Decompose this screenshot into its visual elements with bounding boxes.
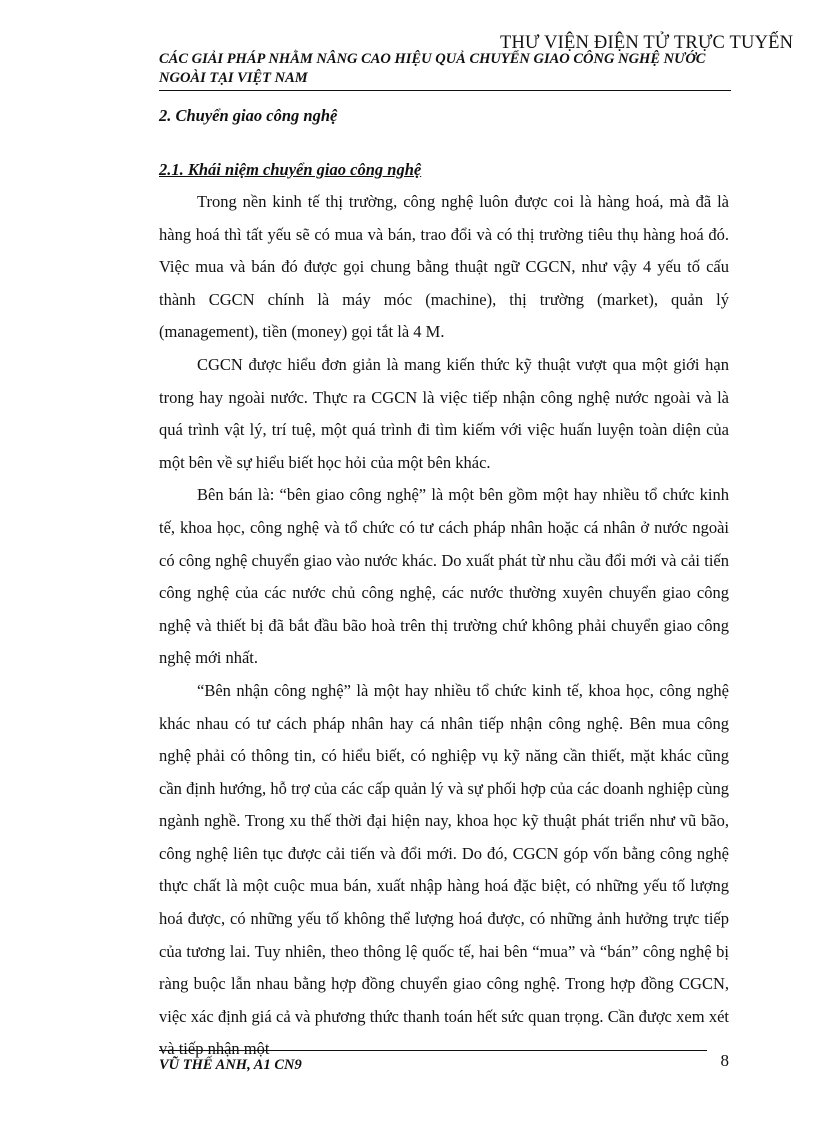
subsection-heading: 2.1. Khái niệm chuyển giao công nghệ xyxy=(159,160,422,179)
footer-author: VŨ THẾ ANH, A1 CN9 xyxy=(159,1057,302,1073)
paragraph: Trong nền kinh tế thị trường, công nghệ luôn được coi là hàng hoá, mà đã là hàng hoá thì tất yếu sẽ có mua và bán, trao đổi và có thị trường tiêu thụ hàng hoá đó. Việc mua và bán đó được gọi chung bằng thuật ngữ CGCN, như vậy 4 yếu tố cấu thành CGCN chính là máy móc (machine), thị trường (market), quản lý (management), tiền (money) gọi tắt là 4 M. xyxy=(159,192,729,342)
paragraph: Bên bán là: “bên giao công nghệ” là một bên gồm một hay nhiều tổ chức kinh tế, khoa học, công nghệ và tổ chức có tư cách pháp nhân hoặc cá nhân ở nước ngoài có công nghệ chuyển giao vào nước khác. Do xuất phát từ nhu cầu đổi mới và cải tiến công nghệ của các nước chủ công nghệ, các nước thường xuyên chuyển giao công nghệ và thiết bị đã bắt đầu bão hoà trên thị trường chứ không phải chuyển giao công nghệ mới nhất. xyxy=(159,485,729,668)
paragraph: “Bên nhận công nghệ” là một hay nhiều tổ chức kinh tế, khoa học, công nghệ khác nhau có tư cách pháp nhân hay cá nhân tiếp nhận công nghệ. Bên mua công nghệ phải có thông tin, có hiểu biết, có nghiệp vụ kỹ năng cần thiết, mặt khác cũng cần định hướng, hỗ trợ của các cấp quản lý và sự phối hợp của các doanh nghiệp cùng ngành nghề. Trong xu thế thời đại hiện nay, khoa học kỹ thuật phát triển như vũ bão, công nghệ liên tục được cải tiến và đổi mới. Do đó, CGCN góp vốn bằng công nghệ thực chất là một cuộc mua bán, xuất nhập hàng hoá đặc biệt, có những yếu tố lượng hoá được, có những yếu tố không thể lượng hoá được, có những ảnh hưởng trực tiếp của tương lai. Tuy nhiên, theo thông lệ quốc tế, hai bên “mua” và “bán” công nghệ bị ràng buộc lẫn nhau bằng hợp đồng chuyển giao công nghệ. Trong hợp đồng CGCN, việc xác định giá cả và phương thức thanh toán hết sức quan trọng. Cần được xem xét và tiếp nhận một xyxy=(159,680,729,1059)
section-heading: 2. Chuyển giao công nghệ xyxy=(159,106,338,125)
page-footer xyxy=(159,1050,729,1074)
page-header xyxy=(159,50,731,91)
paragraph: CGCN được hiểu đơn giản là mang kiến thức kỹ thuật vượt qua một giới hạn trong hay ngoài nước. Thực ra CGCN là việc tiếp nhận công nghệ nước ngoài và là quá trình vật lý, trí tuệ, một quá trình đi tìm kiếm với việc huấn luyện toàn diện của một bên về sự hiểu biết học hỏi của một bên khác. xyxy=(159,354,729,472)
page-number: 8 xyxy=(720,1051,729,1070)
document-title: CÁC GIẢI PHÁP NHẰM NÂNG CAO HIỆU QUẢ CHUYỂN GIAO CÔNG NGHỆ NƯỚC NGOÀI TẠI VIỆT NAM xyxy=(159,51,706,86)
footer-divider xyxy=(159,1050,707,1051)
header-divider xyxy=(159,90,731,91)
body-text xyxy=(159,186,729,1066)
watermark-text: THƯ VIỆN ĐIỆN TỬ TRỰC TUYẾN xyxy=(500,33,794,53)
